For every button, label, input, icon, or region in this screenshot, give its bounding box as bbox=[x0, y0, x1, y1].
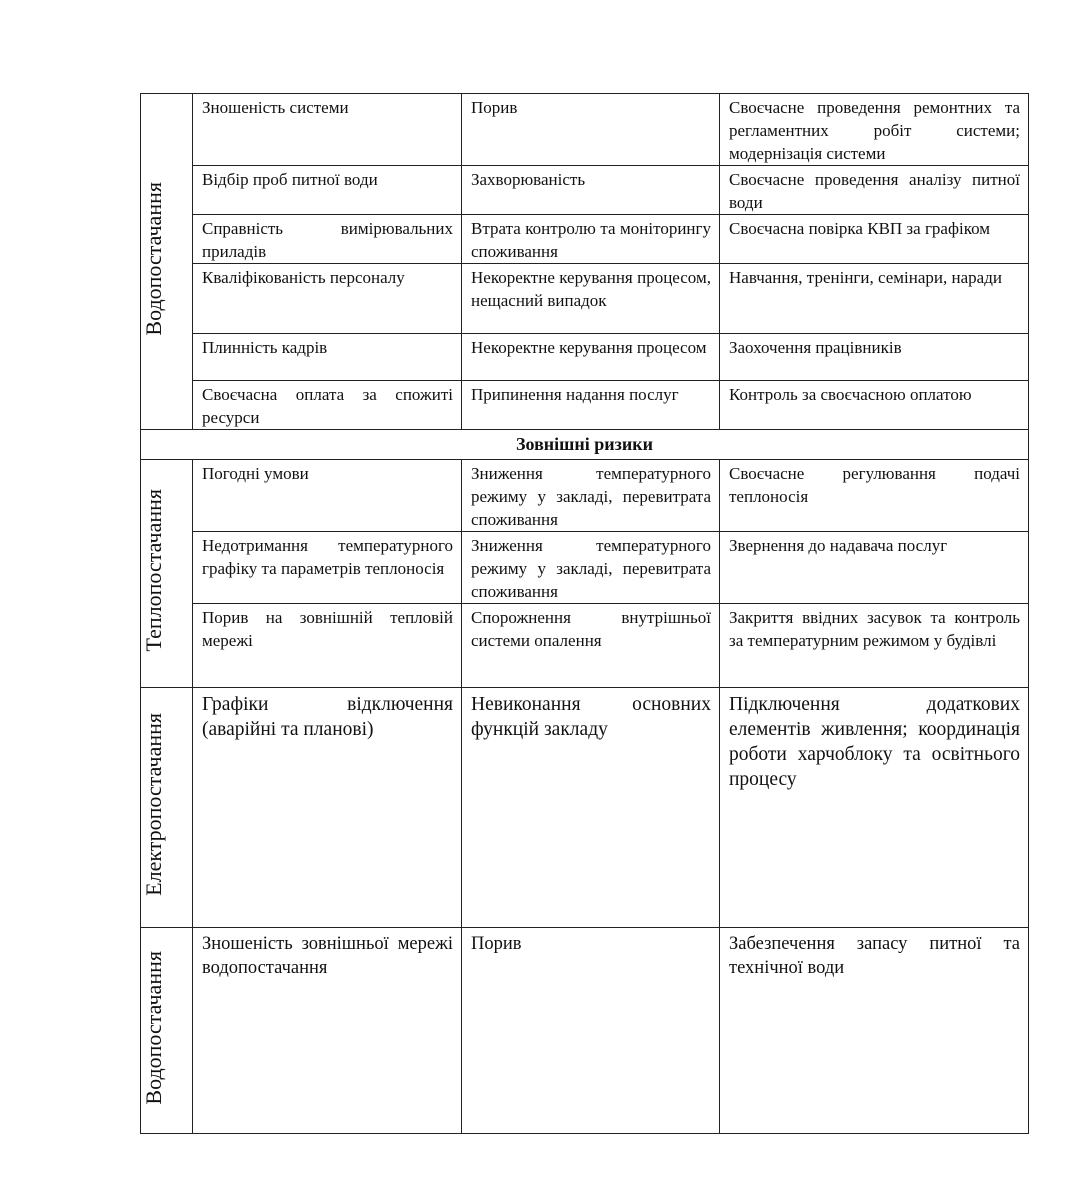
section-label-text: Теплопостачання bbox=[141, 489, 166, 652]
section-label-text: Водопостачання bbox=[141, 950, 166, 1105]
cell-measure: Закриття ввідних засувок та контроль за температурним режимом у будівлі bbox=[720, 604, 1029, 688]
section-label-water-internal bbox=[141, 94, 193, 430]
table-row bbox=[141, 688, 1029, 928]
cell-factor: Недотримання температурного графіку та параметрів теплоносія bbox=[193, 532, 462, 604]
cell-measure: Звернення до надавача послуг bbox=[720, 532, 1029, 604]
cell-measure: Контроль за своєчасною оплатою bbox=[720, 381, 1029, 430]
table-row bbox=[141, 460, 1029, 532]
cell-risk: Зниження температурного режиму у закладі, перевитрата споживання bbox=[462, 460, 720, 532]
cell-factor: Плинність кадрів bbox=[193, 334, 462, 381]
cell-factor: Графіки відключення (аварійні та планові) bbox=[193, 688, 462, 928]
table-row bbox=[141, 532, 1029, 604]
cell-measure: Підключення додаткових елементів живлення; координація роботи харчоблоку та освітнього процесу bbox=[720, 688, 1029, 928]
cell-measure: Забезпечення запасу питної та технічної води bbox=[720, 928, 1029, 1134]
section-label-text: Електропостачання bbox=[141, 713, 166, 896]
cell-measure: Своєчасне проведення ремонтних та регламентних робіт системи; модернізація системи bbox=[720, 94, 1029, 166]
section-label-heat bbox=[141, 460, 193, 688]
cell-risk: Некоректне керування процесом, нещасний випадок bbox=[462, 264, 720, 334]
table-row bbox=[141, 94, 1029, 166]
section-label-water-external bbox=[141, 928, 193, 1134]
section-label-electric bbox=[141, 688, 193, 928]
cell-measure: Своєчасна повірка КВП за графіком bbox=[720, 215, 1029, 264]
cell-risk: Втрата контролю та моніторингу споживання bbox=[462, 215, 720, 264]
cell-factor: Відбір проб питної води bbox=[193, 166, 462, 215]
cell-risk: Порив bbox=[462, 928, 720, 1134]
external-risks-header: Зовнішні ризики bbox=[141, 430, 1029, 460]
cell-factor: Кваліфікованість персоналу bbox=[193, 264, 462, 334]
cell-measure: Навчання, тренінги, семінари, наради bbox=[720, 264, 1029, 334]
cell-measure: Своєчасне регулювання подачі теплоносія bbox=[720, 460, 1029, 532]
cell-measure: Заохочення працівників bbox=[720, 334, 1029, 381]
risk-table bbox=[140, 93, 1029, 1134]
cell-factor: Порив на зовнішній тепловій мережі bbox=[193, 604, 462, 688]
table-row bbox=[141, 166, 1029, 215]
table-row bbox=[141, 928, 1029, 1134]
cell-risk: Зниження температурного режиму у закладі, перевитрата споживання bbox=[462, 532, 720, 604]
table-row bbox=[141, 264, 1029, 334]
cell-risk: Припинення надання послуг bbox=[462, 381, 720, 430]
table-row bbox=[141, 381, 1029, 430]
cell-measure: Своєчасне проведення аналізу питної води bbox=[720, 166, 1029, 215]
section-label-text: Водопостачання bbox=[141, 181, 166, 336]
cell-risk: Спорожнення внутрішньої системи опалення bbox=[462, 604, 720, 688]
cell-factor: Зношеність зовнішньої мережі водопостачання bbox=[193, 928, 462, 1134]
cell-risk: Порив bbox=[462, 94, 720, 166]
cell-risk: Невиконання основних функцій закладу bbox=[462, 688, 720, 928]
cell-factor: Своєчасна оплата за спожиті ресурси bbox=[193, 381, 462, 430]
cell-risk: Захворюваність bbox=[462, 166, 720, 215]
table-row bbox=[141, 604, 1029, 688]
table-row bbox=[141, 334, 1029, 381]
table-row bbox=[141, 430, 1029, 460]
cell-factor: Погодні умови bbox=[193, 460, 462, 532]
cell-risk: Некоректне керування процесом bbox=[462, 334, 720, 381]
cell-factor: Зношеність системи bbox=[193, 94, 462, 166]
cell-factor: Справність вимірювальних приладів bbox=[193, 215, 462, 264]
table-row bbox=[141, 215, 1029, 264]
